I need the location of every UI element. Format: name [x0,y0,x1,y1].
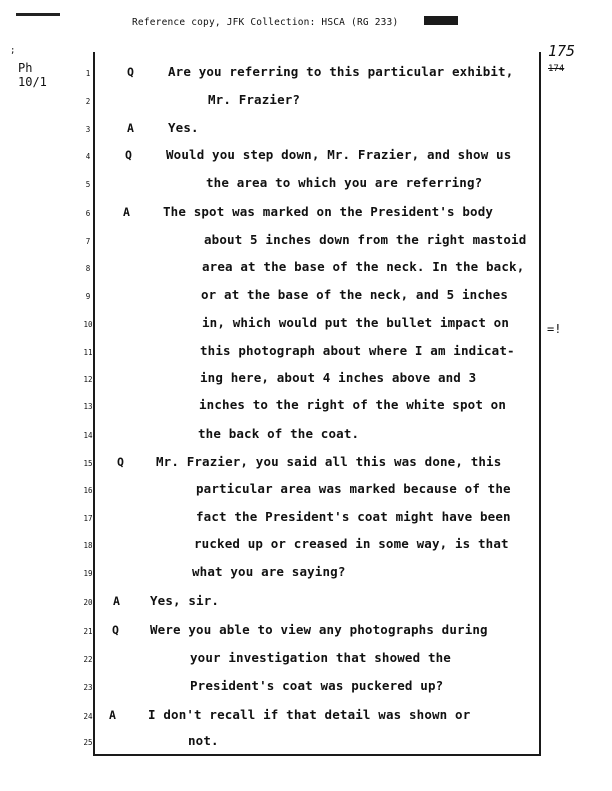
line-text: area at the base of the neck. In the back, [202,259,525,274]
line-number: 16 [83,486,93,495]
margin-note-line2: 10/1 [18,75,47,89]
line-number: 10 [83,320,93,329]
transcript-line [0,231,612,251]
line-number: 5 [85,180,91,189]
line-text: Yes. [168,120,199,135]
line-text: what you are saying? [192,564,346,579]
transcript-line [0,286,612,306]
margin-note-line1: Ph [18,61,33,75]
transcript-line [0,649,612,669]
line-number: 23 [83,683,93,692]
line-number: 14 [83,431,93,440]
transcript-line [0,396,612,416]
transcript-line [0,732,612,752]
transcript-line [0,621,612,641]
line-text: the area to which you are referring? [206,175,483,190]
transcript-line [0,174,612,194]
page-frame-bottom [93,754,541,756]
transcript-line [0,258,612,278]
line-text: Are you referring to this particular exhibit, [168,64,514,79]
line-number: 21 [83,627,93,636]
side-mark: =! [547,322,562,336]
line-text: I don't recall if that detail was shown or [148,707,471,722]
line-number: 6 [85,209,91,218]
top-rule [16,13,60,16]
transcript-line [0,91,612,111]
transcript-line [0,342,612,362]
speaker-label: Q [117,455,124,469]
line-number: 20 [83,598,93,607]
line-text: ing here, about 4 inches above and 3 [200,370,477,385]
line-number: 24 [83,712,93,721]
transcript-line [0,453,612,473]
line-text: Mr. Frazier? [208,92,301,107]
speaker-label: Q [127,65,134,79]
line-text: rucked up or creased in some way, is that [194,536,509,551]
line-text: in, which would put the bullet impact on [202,315,510,330]
line-number: 11 [83,348,93,357]
line-number: 1 [85,69,91,78]
line-number: 25 [83,738,93,747]
transcript-line [0,677,612,697]
line-number: 3 [85,125,91,134]
transcript-line [0,146,612,166]
transcript-line [0,480,612,500]
line-number: 19 [83,569,93,578]
transcript-line [0,508,612,528]
line-number: 22 [83,655,93,664]
speaker-label: A [109,708,116,722]
line-text: Mr. Frazier, you said all this was done, this [156,454,502,469]
line-number: 12 [83,375,93,384]
transcript-line [0,369,612,389]
transcript-line [0,63,612,83]
line-number: 8 [85,264,91,273]
page-number: 175 [548,42,576,60]
line-text: Would you step down, Mr. Frazier, and show us [166,147,512,162]
line-text: your investigation that showed the [190,650,451,665]
line-number: 9 [85,292,91,301]
line-text: inches to the right of the white spot on [199,397,507,412]
transcript-line [0,314,612,334]
margin-speck: ; [10,46,16,56]
speaker-label: A [113,594,120,608]
redaction-block [424,16,458,25]
line-text: particular area was marked because of the [196,481,511,496]
line-text: The spot was marked on the President's body [163,204,494,219]
line-text: not. [188,733,219,748]
transcript-line [0,203,612,223]
transcript-line [0,592,612,612]
line-text: Were you able to view any photographs during [150,622,488,637]
line-text: or at the base of the neck, and 5 inches [201,287,509,302]
speaker-label: A [127,121,134,135]
transcript-line [0,119,612,139]
transcript-line [0,706,612,726]
page-number-old: 174 [548,64,565,74]
speaker-label: Q [112,623,119,637]
transcript-line [0,563,612,583]
transcript-line [0,535,612,555]
line-number: 7 [85,237,91,246]
line-number: 4 [85,152,91,161]
speaker-label: A [123,205,130,219]
line-text: this photograph about where I am indicat- [200,343,515,358]
archive-header: Reference copy, JFK Collection: HSCA (RG 233) [132,17,399,28]
transcript-line [0,425,612,445]
line-number: 2 [85,97,91,106]
line-number: 17 [83,514,93,523]
line-text: Yes, sir. [150,593,220,608]
line-number: 13 [83,402,93,411]
line-number: 15 [83,459,93,468]
line-text: fact the President's coat might have been [196,509,511,524]
speaker-label: Q [125,148,132,162]
line-text: the back of the coat. [198,426,360,441]
line-number: 18 [83,541,93,550]
line-text: President's coat was puckered up? [190,678,444,693]
line-text: about 5 inches down from the right mastoid [204,232,527,247]
